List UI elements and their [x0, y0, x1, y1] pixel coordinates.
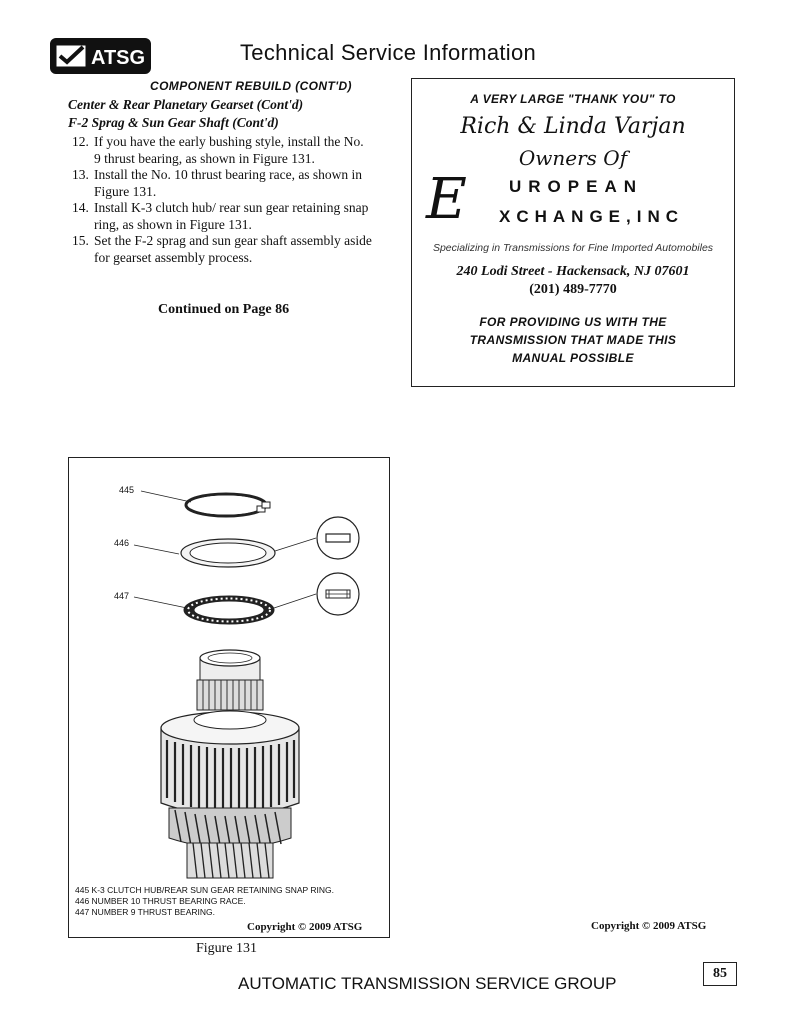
atsg-logo	[50, 38, 151, 74]
step-number: 13.	[72, 167, 89, 182]
owners-of: Owners Of	[518, 146, 628, 170]
step-number: 12.	[72, 134, 89, 149]
atsg-logo-mark	[53, 41, 148, 71]
figure-131	[68, 457, 390, 938]
step-item	[72, 134, 372, 167]
figure-copyright: Copyright © 2009 ATSG	[247, 921, 363, 933]
company-phone: (201) 489-7770	[529, 282, 617, 297]
step-number: 15.	[72, 233, 89, 248]
steps-list	[72, 134, 372, 266]
step-text: Install the No. 10 thrust bearing race, as shown in Figure 131.	[94, 167, 363, 199]
figure-label: Figure 131	[196, 941, 258, 956]
thanks-footer-line1: FOR PROVIDING US WITH THE	[479, 315, 667, 329]
legend-item: 446 NUMBER 10 THRUST BEARING RACE.	[75, 896, 246, 906]
step-text: Set the F-2 sprag and sun gear shaft assembly aside for gearset assembly process.	[94, 233, 372, 265]
step-item	[72, 167, 372, 200]
subheading-sprag: F-2 Sprag & Sun Gear Shaft (Cont'd)	[68, 115, 279, 130]
company-name-line2: XCHANGE,INC	[499, 207, 685, 226]
legend-item: 445 K-3 CLUTCH HUB/REAR SUN GEAR RETAINING SNAP RING.	[75, 885, 334, 895]
legend-item: 447 NUMBER 9 THRUST BEARING.	[75, 907, 215, 917]
continued-note: Continued on Page 86	[158, 302, 290, 317]
callout-446: 446	[114, 538, 130, 548]
thrust-bearing-447	[184, 596, 274, 624]
page-number: 85	[703, 962, 737, 986]
step-text: Install K-3 clutch hub/ rear sun gear retaining snap ring, as shown in Figure 131.	[94, 200, 369, 232]
owner-names: Rich & Linda Varjan	[460, 114, 686, 139]
company-initial: E	[426, 167, 467, 232]
clutch-hub-assembly	[161, 650, 299, 878]
company-name-line1: UROPEAN	[509, 177, 644, 196]
footer-text: AUTOMATIC TRANSMISSION SERVICE GROUP	[238, 974, 617, 993]
exploded-view-illustration	[69, 458, 390, 938]
step-text: If you have the early bushing style, install the No. 9 thrust bearing, as shown in Figure 131.	[94, 134, 364, 166]
thanks-footer-line3: MANUAL POSSIBLE	[512, 351, 634, 365]
thank-you-heading: A VERY LARGE "THANK YOU" TO	[470, 92, 676, 106]
figure-legend	[75, 885, 334, 918]
company-address: 240 Lodi Street - Hackensack, NJ 07601	[456, 264, 690, 279]
thrust-race-446	[181, 539, 275, 567]
thanks-footer-line2: TRANSMISSION THAT MADE THIS	[469, 333, 677, 347]
step-item	[72, 200, 372, 233]
snap-ring-445	[186, 494, 270, 516]
page-copyright: Copyright © 2009 ATSG	[591, 920, 707, 932]
logo-text: ATSG	[91, 47, 146, 69]
company-tagline: Specializing in Transmissions for Fine Imported Automobiles	[432, 242, 714, 254]
subheading-gearset: Center & Rear Planetary Gearset (Cont'd)	[68, 97, 304, 112]
step-number: 14.	[72, 200, 89, 215]
page-title: Technical Service Information	[240, 40, 537, 65]
thank-you-box	[411, 78, 735, 387]
callout-447: 447	[114, 591, 130, 601]
section-heading: COMPONENT REBUILD (CONT'D)	[150, 79, 352, 93]
step-item	[72, 233, 372, 266]
callout-445: 445	[119, 485, 135, 495]
